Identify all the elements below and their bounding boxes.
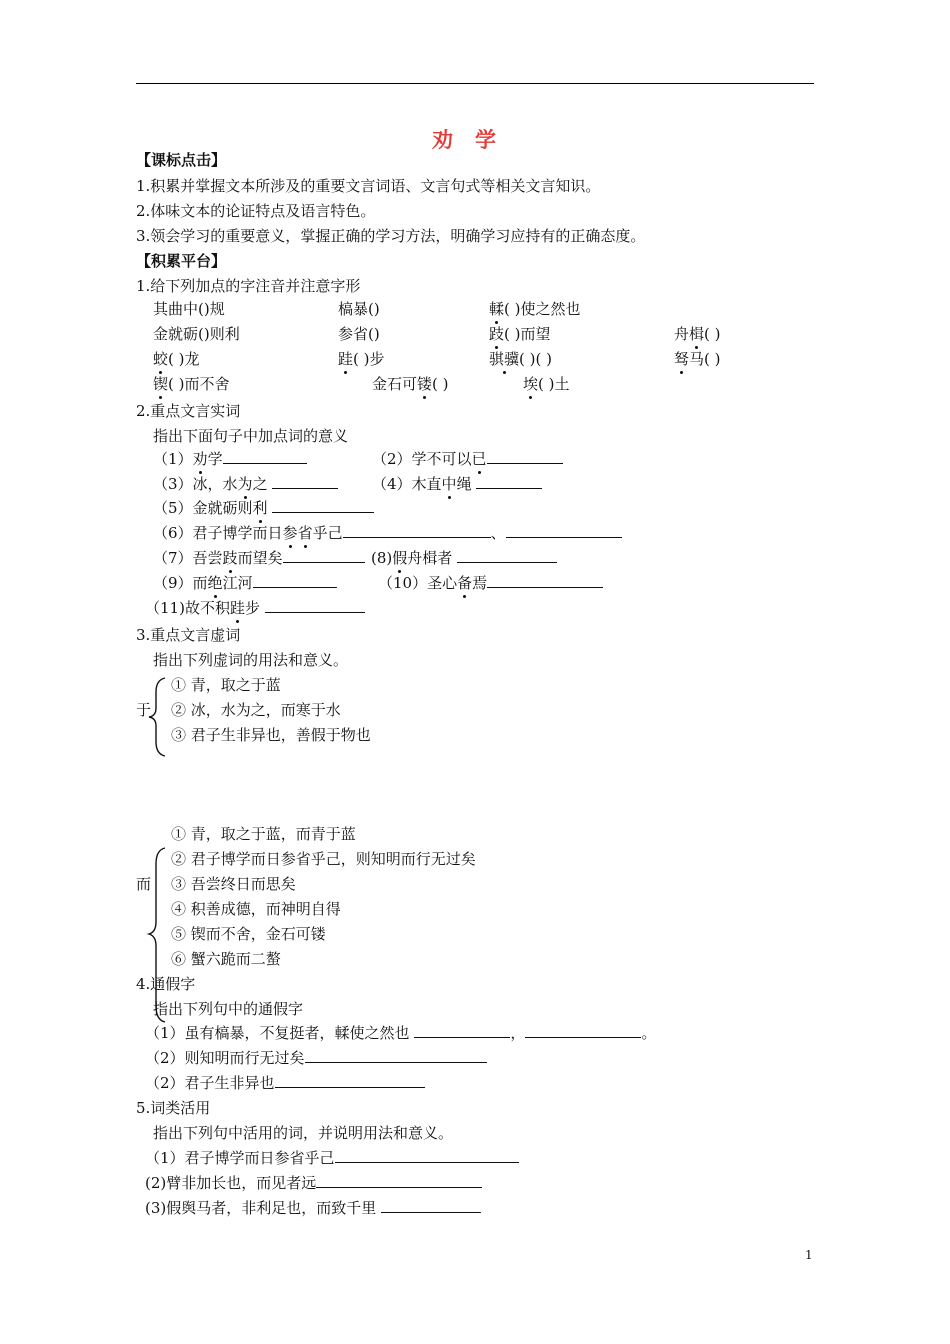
vocab-item-3: （3）冰，水为之 <box>153 474 338 494</box>
answer-blank[interactable] <box>381 1198 481 1213</box>
pron-item: 驽马( ) <box>674 350 721 368</box>
pron-item: 金石可镂( ) <box>372 375 449 393</box>
pron-item: 槁暴() <box>338 300 380 318</box>
pron-item: 舟楫( ) <box>674 325 721 343</box>
usage-item-1: （1）君子博学而日参省乎己 <box>145 1148 519 1168</box>
q2-instruction: 指出下面句子中加点词的意义 <box>153 427 349 445</box>
example-sentence: ⑥ 蟹六跪而二螯 <box>171 950 281 968</box>
vocab-item-9: （9）而绝江河 <box>153 573 337 593</box>
vocab-item-6: （6）君子博学而日参省乎己 、 <box>153 523 622 543</box>
pron-item: 参省() <box>338 325 380 343</box>
example-sentence: ① 青，取之于蓝 <box>171 676 281 694</box>
answer-blank[interactable] <box>316 1173 482 1188</box>
q3-heading: 3.重点文言虚词 <box>136 626 241 644</box>
vocab-item-2: （2）学不可以已 <box>372 449 563 469</box>
q2-heading: 2.重点文言实词 <box>136 402 241 420</box>
answer-blank[interactable] <box>283 548 365 563</box>
answer-blank[interactable] <box>223 449 307 464</box>
vocab-item-1: （1）劝学 <box>153 449 307 469</box>
answer-blank[interactable] <box>476 474 542 489</box>
pron-item: 锲( )而不舍 <box>153 375 230 393</box>
vocab-item-10: （10）圣心备焉 <box>378 573 603 593</box>
function-word-er: 而 <box>136 875 152 893</box>
answer-blank[interactable] <box>272 474 338 489</box>
pron-item: 金就砺()则利 <box>153 325 240 343</box>
function-word-yu: 于 <box>136 701 152 719</box>
vocab-item-8: (8)假舟楫者 <box>371 548 557 568</box>
page-title: 劝学 <box>432 127 518 152</box>
q1-heading: 1.给下列加点的字注音并注意字形 <box>136 277 361 295</box>
answer-blank[interactable] <box>487 449 563 464</box>
answer-blank[interactable] <box>414 1023 510 1038</box>
objective-3: 3.领会学习的重要意义，掌握正确的学习方法，明确学习应持有的正确态度。 <box>136 227 646 245</box>
answer-blank[interactable] <box>275 1073 425 1088</box>
pron-item: 跂( )而望 <box>489 325 551 343</box>
q4-instruction: 指出下列句中的通假字 <box>153 1000 304 1018</box>
example-sentence: ② 君子博学而日参省乎己，则知明而行无过矣 <box>171 850 476 868</box>
answer-blank[interactable] <box>272 498 374 513</box>
answer-blank[interactable] <box>265 598 365 613</box>
answer-blank[interactable] <box>305 1048 487 1063</box>
answer-blank[interactable] <box>457 548 557 563</box>
pron-item: 蛟( )龙 <box>153 350 200 368</box>
vocab-item-11: （11)故不积跬步 <box>145 598 365 618</box>
page-number: 1 <box>805 1248 813 1262</box>
q4-heading: 4.通假字 <box>136 975 196 993</box>
objective-2: 2.体味文本的论证特点及语言特色。 <box>136 202 376 220</box>
vocab-item-4: （4）木直中绳 <box>372 474 542 494</box>
section-header-curriculum: 【课标点击】 <box>136 151 227 169</box>
brace-icon <box>146 846 168 1024</box>
answer-blank[interactable] <box>343 523 491 538</box>
tongjia-item-1: （1）虽有槁暴，不复挺者，輮使之然也 ， 。 <box>145 1024 657 1042</box>
answer-blank[interactable] <box>506 523 622 538</box>
example-sentence: ① 青，取之于蓝，而青于蓝 <box>171 825 356 843</box>
example-sentence: ③ 君子生非异也，善假于物也 <box>171 726 371 744</box>
tongjia-item-2: （2）则知明而行无过矣 <box>145 1048 487 1068</box>
section-header-accumulation: 【积累平台】 <box>136 252 227 270</box>
example-sentence: ⑤ 锲而不舍，金石可镂 <box>171 925 326 943</box>
example-sentence: ④ 积善成德，而神明自得 <box>171 900 341 918</box>
answer-blank[interactable] <box>335 1148 519 1163</box>
usage-item-2: (2)臂非加长也，而见者远 <box>145 1173 482 1193</box>
example-sentence: ③ 吾尝终日而思矣 <box>171 875 296 893</box>
answer-blank[interactable] <box>525 1023 641 1038</box>
q5-instruction: 指出下列句中活用的词，并说明用法和意义。 <box>153 1124 454 1142</box>
pron-item: 其曲中()规 <box>153 300 225 318</box>
pron-item: 跬( )步 <box>338 350 385 368</box>
answer-blank[interactable] <box>253 573 337 588</box>
header-rule <box>136 83 814 84</box>
vocab-item-7: （7）吾尝跂而望矣 <box>153 548 365 568</box>
objective-1: 1.积累并掌握文本所涉及的重要文言词语、文言句式等相关文言知识。 <box>136 177 601 195</box>
q3-instruction: 指出下列虚词的用法和意义。 <box>153 651 349 669</box>
example-sentence: ② 冰，水为之，而寒于水 <box>171 701 341 719</box>
usage-item-3: (3)假舆马者，非利足也，而致千里 <box>145 1198 481 1218</box>
answer-blank[interactable] <box>487 573 603 588</box>
vocab-item-5: （5）金就砺则利 <box>153 498 374 518</box>
pron-item: 埃( )土 <box>523 375 570 393</box>
tongjia-item-3: （2）君子生非异也 <box>145 1073 425 1093</box>
q5-heading: 5.词类活用 <box>136 1099 211 1117</box>
brace-icon <box>146 676 168 758</box>
pron-item: 輮( )使之然也 <box>489 300 581 318</box>
pron-item: 骐骥( )( ) <box>489 350 552 368</box>
